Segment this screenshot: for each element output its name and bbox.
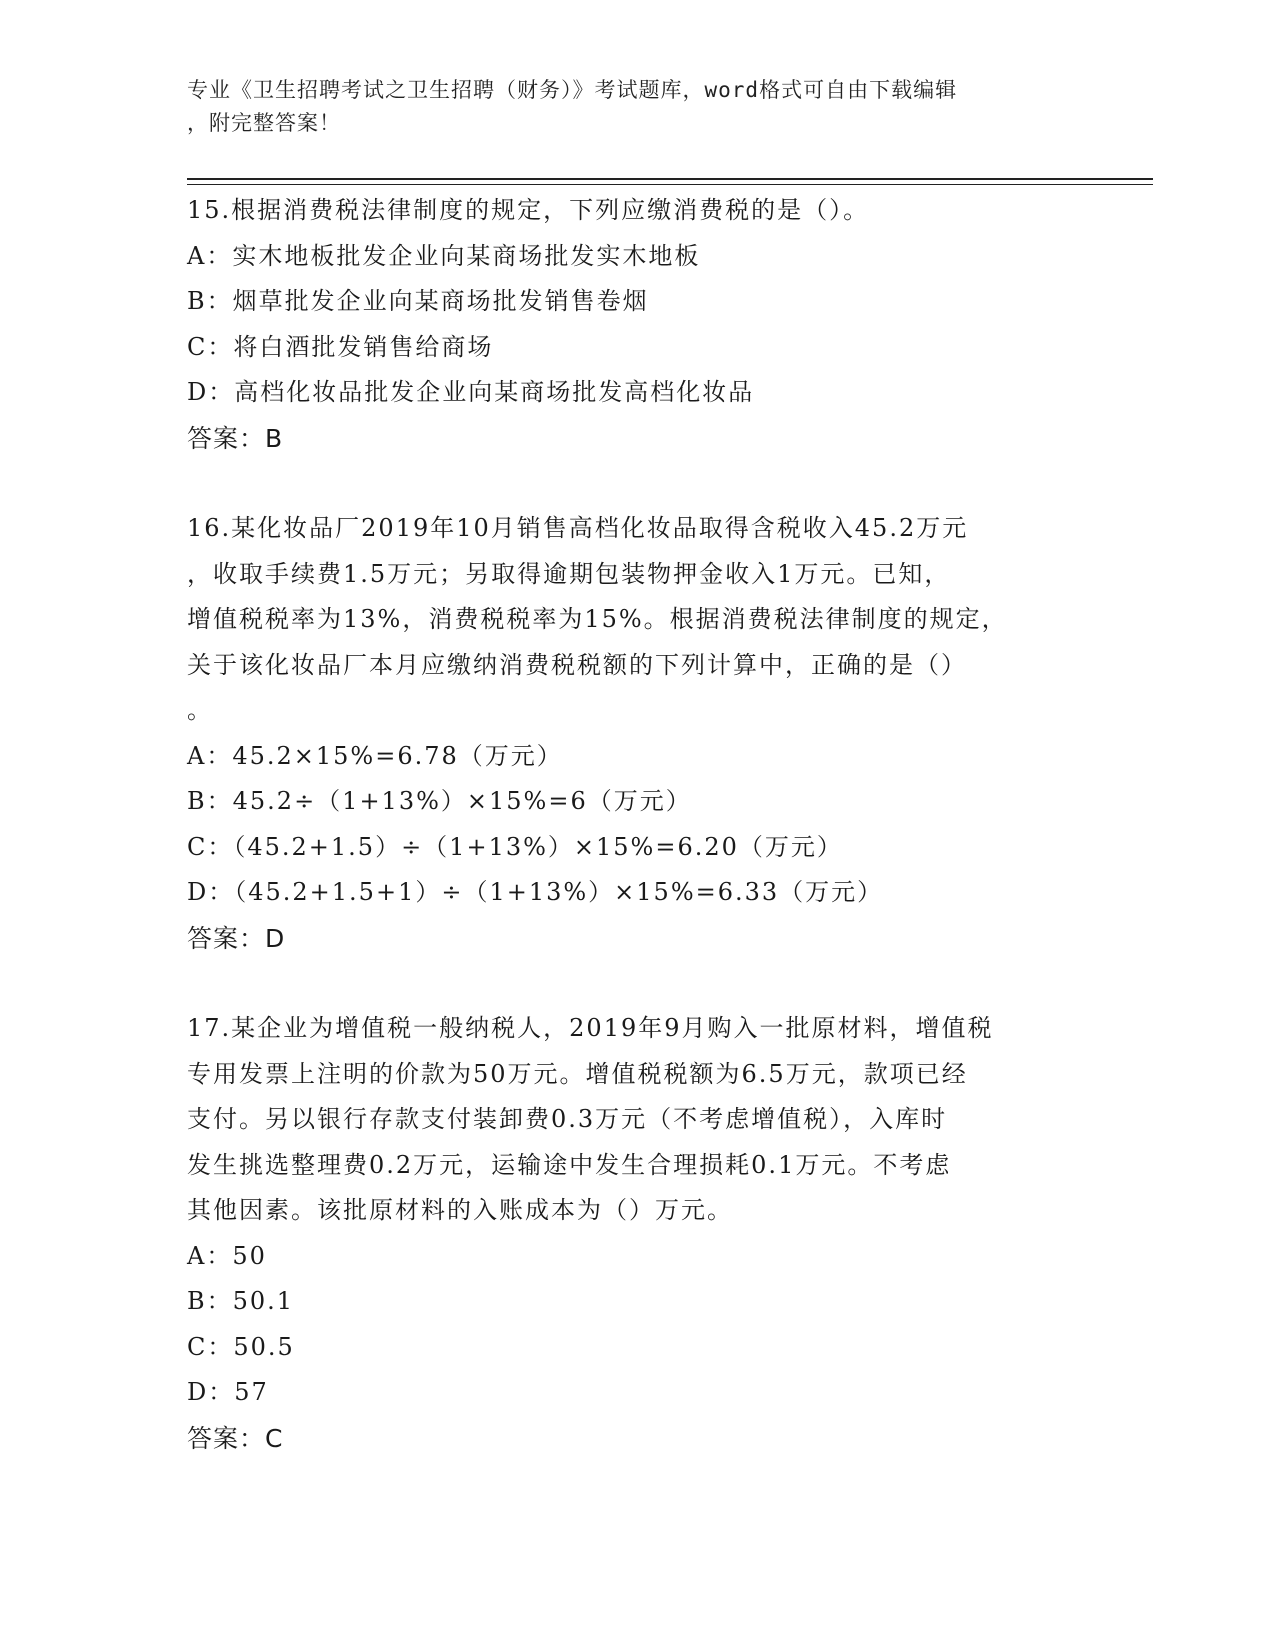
answer-label: 答案：C [187,1423,284,1453]
question-17 [187,1006,1087,1461]
question-16 [187,506,1087,961]
question-stem-line: 支付。另以银行存款支付装卸费0.3万元（不考虑增值税），入库时 [187,1105,948,1133]
answer-label: 答案：B [187,423,284,453]
header-divider-thin [187,184,1153,185]
option-d: D：57 [187,1378,269,1406]
option-b: B：烟草批发企业向某商场批发销售卷烟 [187,287,649,315]
question-stem-line: ，收取手续费1.5万元；另取得逾期包装物押金收入1万元。已知， [187,559,951,588]
question-stem-line: 其他因素。该批原材料的入账成本为（）万元。 [187,1196,733,1224]
question-stem-line: 关于该化妆品厂本月应缴纳消费税税额的下列计算中，正确的是（） [187,650,967,679]
header-line-2: ，附完整答案！ [187,111,341,135]
question-stem-line: 专用发票上注明的价款为50万元。增值税税额为6.5万元，款项已经 [187,1059,968,1088]
option-c: C：50.5 [187,1332,295,1361]
option-a: A：45.2×15%=6.78（万元） [187,741,563,770]
question-stem-line: 增值税税率为13%，消费税税率为15%。根据消费税法律制度的规定， [187,605,1008,633]
answer-label: 答案：D [187,923,286,953]
document-header [187,74,1087,140]
header-line-1: 专业《卫生招聘考试之卫生招聘（财务）》考试题库，word格式可自由下载编辑 [187,78,958,102]
option-b: B：45.2÷（1+13%）×15%=6（万元） [187,787,692,815]
option-d: D：（45.2+1.5+1）÷（1+13%）×15%=6.33（万元） [187,878,884,906]
question-stem-line: 15.根据消费税法律制度的规定，下列应缴消费税的是（）。 [187,196,870,224]
option-b: B：50.1 [187,1287,295,1315]
option-c: C：（45.2+1.5）÷（1+13%）×15%=6.20（万元） [187,832,843,861]
question-stem-line: 发生挑选整理费0.2万元，运输途中发生合理损耗0.1万元。不考虑 [187,1150,952,1179]
option-c: C：将白酒批发销售给商场 [187,332,494,361]
option-a: A：实木地板批发企业向某商场批发实木地板 [187,241,701,270]
option-d: D：高档化妆品批发企业向某商场批发高档化妆品 [187,378,755,406]
question-15 [187,188,1087,461]
header-divider-thick [187,178,1153,180]
option-a: A：50 [187,1241,267,1270]
question-stem-line: 。 [187,696,213,724]
question-stem-line: 16.某化妆品厂2019年10月销售高档化妆品取得含税收入45.2万元 [187,514,969,542]
question-stem-line: 17.某企业为增值税一般纳税人，2019年9月购入一批原材料，增值税 [187,1014,994,1042]
